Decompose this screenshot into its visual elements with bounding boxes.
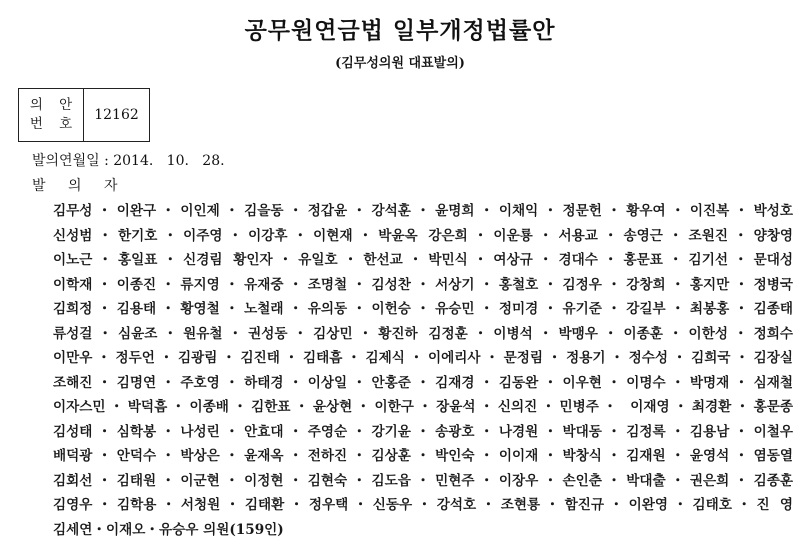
sponsor-line: 이만우・정두언・김광림・김진태・김태흠・김제식・이에리사・문정림・정용기・정수성・김희국・김장실 [53,350,793,366]
sponsor-line-final: 김세연・이재오・유승우 의원(159인) [53,521,284,538]
document-subtitle: (김무성의원 대표발의) [335,56,465,71]
bill-label-top: 의 안 [29,97,79,113]
sponsor-line: 김영우・김학용・서청원・김태환・정우택・신동우・강석호・조현룡・함진규・이완영・김태호・진 영 [53,497,793,513]
sponsor-line: 류성걸・심윤조・원유철・권성동・김상민・황진하 김정훈・이병석・박맹우・이종훈・이한성・정희수 [53,325,793,342]
sponsor-line: 이자스민・박덕흠・이종배・김한표・윤상현・이한구・장윤석・신의진・민병주・ 이재영・최경환・홍문종 [53,399,793,415]
proposal-date: 발의연월일 : 2014. 10. 28. [32,153,225,169]
sponsors-heading: 발 의 자 [32,178,127,194]
bill-number-box [18,88,150,142]
sponsor-line: 김성태・심학봉・나성린・안효대・주영순・강기윤・송광호・나경원・박대동・김정록・김용남・이철우 [53,423,793,440]
sponsor-line: 김무성・이완구・이인제・김을동・정갑윤・강석훈・윤명희・이채익・정문헌・황우여・이진복・박성호 [53,203,793,219]
sponsor-line: 이학재・이종진・류지영・유재중・조명철・김성찬・서상기・홍철호・김정우・강창희・홍지만・정병국 [53,276,793,293]
document-title: 공무원연금법 일부개정법률안 [244,17,556,44]
sponsor-line: 이노근・홍일표・신경림 황인자・유일호・한선교・박민식・여상규・경대수・홍문표・김기선・문대성 [53,252,793,268]
sponsor-line: 조해진・김명연・주호영・하태경・이상일・안홍준・김재경・김동완・이우현・이명수・박명재・심재철 [53,374,793,391]
sponsor-line: 신성범・한기호・이주영・이강후・이현재・박윤옥 강은희・이운룡・서용교・송영근・조원진・양창영 [53,227,793,244]
sponsor-line: 배덕광・안덕수・박상은・윤재옥・전하진・김상훈・박인숙・이이재・박창식・김재원・윤영석・염동열 [53,448,793,464]
bill-number-label [19,89,84,141]
bill-label-bottom: 번 호 [29,116,79,132]
sponsor-list [53,199,793,542]
bill-number-value: 12162 [94,107,139,123]
sponsor-line: 김희정・김용태・황영철・노철래・유의동・이헌승・유승민・정미경・유기준・강길부・최봉홍・김종태 [53,301,793,317]
sponsor-line: 김회선・김태원・이군현・이정현・김현숙・김도읍・민현주・이장우・손인춘・박대출・권은희・김종훈 [53,472,793,489]
